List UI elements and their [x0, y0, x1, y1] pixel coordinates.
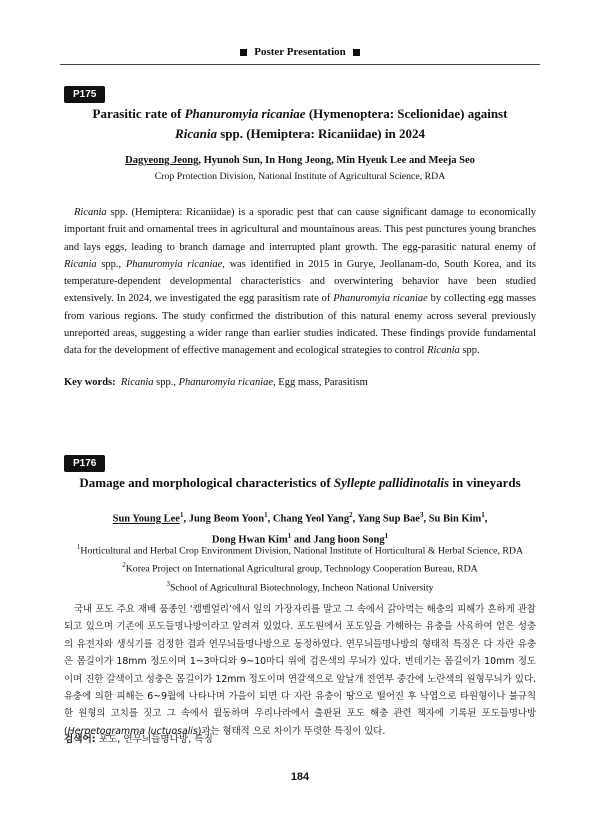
abstract-text: , was identified in 2015 in Gurye, Jeollanam-do, South Korea, and its temperature-dependent developmental characteristics and overwintering behavior have been studied extensively. In 2024, we investigated the egg parasitism rate of — [64, 258, 537, 305]
co-authors: , Hyunoh Sun, In Hong Jeong, Min Hyeuk Lee and Meeja Seo — [198, 155, 475, 166]
section-header — [60, 40, 540, 65]
abstract-text: by collecting egg masses from various regions. The study confirmed the distribution of this natural enemy across several previously unreported areas, suggesting a wider range than earlier studies indicated. These findings provide fundamental data for the development of effective management and ecological strategies to control — [64, 293, 536, 357]
keyword-text: 포도, 연무늬들명나방, 특징 — [95, 734, 213, 745]
presenting-author: Sun Young Lee — [112, 513, 180, 525]
affiliation-sup: 3 — [166, 579, 170, 588]
keyword-text: , Egg mass, Parasitism — [273, 377, 368, 388]
title-text: Parasitic rate of — [92, 106, 185, 121]
keywords-p175 — [64, 377, 536, 388]
abstract-italic: Phanuromyia ricaniae — [333, 293, 428, 305]
title-genus: Ricania — [175, 126, 217, 141]
author-sup: 1 — [264, 511, 268, 519]
poster-tag-p175: P175 — [64, 86, 105, 103]
abstract-text: )과는 형태적 으로 차이가 뚜렷한 특징이 있다. — [197, 725, 386, 737]
author-sup: 1 — [481, 511, 485, 519]
author: , Chang Yeol Yang — [267, 513, 350, 525]
author: Dong Hwan Kim — [211, 534, 288, 545]
abstract-text: spp. — [459, 345, 480, 357]
title-species: Phanuromyia ricaniae — [184, 106, 306, 121]
author: , Jung Beom Yoon — [183, 513, 265, 525]
square-bullet-icon — [240, 49, 247, 56]
poster-tag-p176: P176 — [64, 455, 105, 472]
keywords-label: 검색어: — [64, 734, 96, 745]
square-bullet-icon — [353, 49, 360, 56]
page-number: 184 — [290, 771, 310, 783]
keyword-italic: Phanuromyia ricaniae — [178, 377, 274, 388]
abstract-text: 국내 포도 주요 재배 품종인 ‘캠벨얼리’에서 잎의 가장자리를 말고 그 속에서 갉아먹는 해충의 피해가 흔하게 관찰되고 있으며 기존에 포도들명나방이라고 알려져 있었다. 포도원에서 포도잎을 가해하는 유충을 사육하여 얻은 성충의 유전자와 생식기를 검정한 결과 연무늬들명나방으로 동정하였다. 연무늬들명나방의 형태적 특징은 다 자란 유충은 몸길이가 18mm 정도이며 1~3마디와 9~10마디 위에 검은색의 무늬가 있다. 번데기는 몸길이가 10mm 정도이며 진한 갈색이고 성충은 몸길이가 12mm 정도이며 연갈색으로 앞날개 전연부 중간에 노란색의 원형무늬가 있다. 유충에 의한 피해는 6~9월에 나타나며 가을이 되면 다 자란 유충이 땅으로 떨어진 후 낙엽으로 타원형이나 불규칙한 원형의 고치를 짓고 그 속에서 월동하며 우리나라에서 출판된 포도 해충 관련 책자에 기록된 포도들명나방( — [64, 604, 536, 737]
abstract-text: spp., — [96, 258, 126, 270]
author-list-p175 — [64, 153, 536, 169]
affiliation-2 — [64, 558, 536, 576]
author-separator: , — [484, 513, 488, 525]
author: , Yang Sup Bae — [352, 513, 420, 525]
keyword-italic: Ricania — [120, 377, 154, 388]
presenting-author: Dagyeong Jeong — [125, 155, 199, 166]
keyword-text: spp., — [153, 377, 179, 388]
abstract-italic: Ricania — [74, 207, 107, 218]
author: and Jang hoon Song — [291, 534, 385, 545]
affiliation-3 — [64, 577, 536, 595]
title-text: in vineyards — [449, 475, 521, 490]
abstract-italic: Ricania — [64, 258, 97, 270]
keywords-p176 — [64, 731, 536, 745]
affiliation-text: School of Agricultural Biotechnology, Incheon National University — [169, 581, 434, 593]
author-sup: 1 — [179, 511, 184, 519]
title-text: Damage and morphological characteristics of — [79, 475, 334, 490]
abstract-p175 — [64, 204, 536, 360]
keywords-label: Key words: — [64, 377, 116, 388]
affiliation-p175: Crop Protection Division, National Institute of Agricultural Science, RDA — [154, 171, 446, 182]
abstract-italic: Ricania — [427, 345, 460, 357]
affiliations-p176 — [64, 540, 536, 595]
affiliation-sup: 1 — [76, 543, 81, 551]
title-species: Syllepte pallidinotalis — [333, 475, 450, 490]
author-sup: 1 — [384, 531, 389, 540]
title-text: spp. (Hemiptera: Ricaniidae) in 2024 — [216, 126, 425, 141]
affiliation-text: Horticultural and Herbal Crop Environment Division, National Institute of Horticultural & Herbal Science, RDA — [80, 545, 524, 557]
abstract-text: spp. (Hemiptera: Ricaniidae) is a sporadic pest that can cause significant damage to economically important fruit and ornamental trees in agricultural and mountainous areas. This pest punctures young branches and lays eggs, leading to branch damage and interrupted plant growth. The egg-parasitic natural enemy of — [64, 207, 536, 253]
paper-title-p176 — [64, 473, 536, 493]
abstract-italic: Phanuromyia ricaniae — [125, 258, 223, 270]
abstract-italic: Herpetogramma luctuosalis — [67, 725, 198, 737]
title-text: (Hymenoptera: Scelionidae) against — [305, 106, 508, 121]
author-sup: 3 — [419, 511, 424, 519]
section-header-label: Poster Presentation — [254, 46, 346, 58]
affiliation-1 — [64, 540, 536, 558]
abstract-p176 — [64, 601, 536, 740]
paper-title-p175 — [64, 104, 536, 144]
author: , Su Bin Kim — [423, 513, 482, 525]
affiliation-sup: 2 — [122, 561, 126, 570]
affiliation-text: Korea Project on International Agricultural group, Technology Cooperation Bureau, RDA — [125, 563, 478, 575]
author-sup: 1 — [287, 531, 292, 540]
author-sup: 2 — [349, 511, 353, 519]
